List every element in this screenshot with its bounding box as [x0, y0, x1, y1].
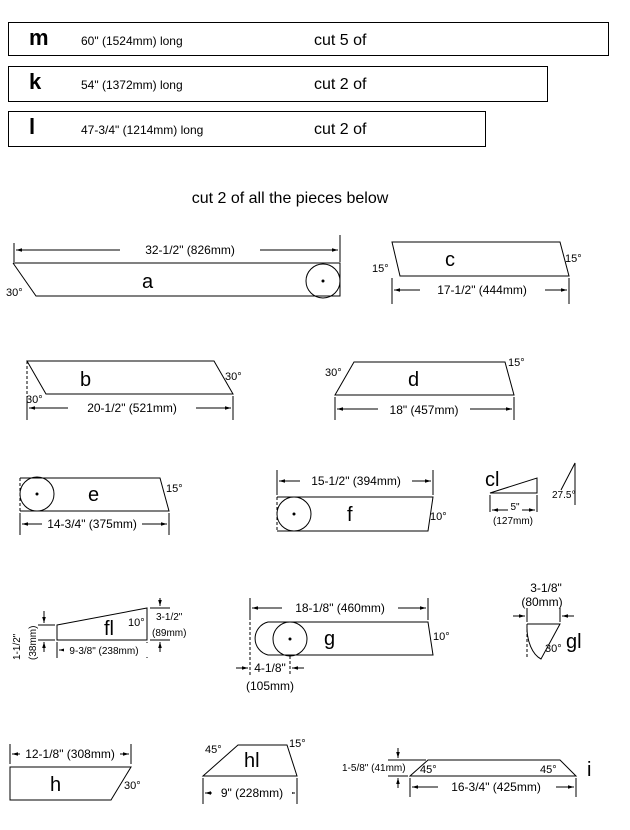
piece-fl-height-left-in: 1-1/2" [12, 633, 23, 660]
piece-f-angle: 10° [430, 511, 447, 523]
piece-c [372, 242, 582, 304]
piece-b-length: 20-1/2" (521mm) [87, 401, 177, 415]
piece-b-label: b [80, 369, 92, 391]
board-letter: k [29, 69, 42, 94]
piece-gl-width-mm: (80mm) [521, 595, 563, 609]
piece-a [6, 235, 340, 299]
piece-i-height: 1-5/8" (41mm) [342, 763, 406, 774]
piece-hl-angle-left: 45° [205, 744, 222, 756]
piece-i-label: i [587, 759, 592, 781]
piece-d-angle-left: 30° [325, 367, 342, 379]
piece-h [10, 744, 141, 800]
piece-fl-angle: 10° [128, 617, 145, 629]
piece-e [20, 477, 183, 535]
piece-fl [12, 598, 186, 660]
piece-a-angle: 30° [6, 287, 23, 299]
piece-f-length: 15-1/2" (394mm) [311, 474, 401, 488]
piece-hl-angle-right: 15° [289, 738, 306, 750]
board-letter: m [29, 25, 49, 50]
piece-fl-label: fl [104, 618, 114, 640]
piece-g-offset-mm: (105mm) [245, 679, 295, 693]
piece-fl-height-right-mm: (89mm) [152, 628, 187, 639]
board-letter: l [29, 114, 36, 139]
piece-e-angle: 15° [166, 483, 183, 495]
board-cut-count: cut 2 of [314, 121, 367, 138]
piece-cl-length-in: 5" [510, 502, 520, 513]
piece-cl [485, 463, 575, 527]
piece-gl-width-in: 3-1/8" [530, 581, 562, 595]
piece-fl-length: 9-3/8" (238mm) [69, 646, 139, 657]
piece-gl [513, 581, 582, 659]
piece-gl-angle: 30° [545, 643, 562, 655]
piece-fl-height-left-mm: (38mm) [28, 625, 39, 660]
piece-i-length: 16-3/4" (425mm) [451, 780, 541, 794]
piece-b-angle-left: 30° [26, 394, 43, 406]
piece-g-length: 18-1/8" (460mm) [295, 601, 385, 615]
piece-f [277, 470, 447, 531]
piece-i-angle-right: 45° [540, 764, 557, 776]
piece-hl-length: 9" (228mm) [220, 786, 284, 800]
piece-g-offset-in: 4-1/8" [254, 661, 286, 675]
piece-d-angle-right: 15° [508, 357, 525, 369]
piece-cl-length-mm: (127mm) [492, 516, 534, 527]
board-length: 47-3/4" (1214mm) long [81, 123, 204, 137]
piece-f-label: f [347, 504, 353, 526]
piece-i-angle-left: 45° [420, 764, 437, 776]
piece-e-label: e [88, 484, 100, 506]
piece-a-length: 32-1/2" (826mm) [145, 243, 235, 257]
piece-g-angle: 10° [433, 631, 450, 643]
piece-d [325, 357, 525, 420]
piece-b-angle-right: 30° [225, 371, 242, 383]
piece-h-angle: 30° [124, 780, 141, 792]
piece-d-length: 18" (457mm) [389, 403, 459, 417]
piece-fl-height-right-in: 3-1/2" [156, 612, 183, 623]
piece-a-label: a [142, 271, 154, 293]
heading: cut 2 of all the pieces below [191, 190, 389, 207]
piece-e-length: 14-3/4" (375mm) [47, 517, 137, 531]
board-cut-count: cut 2 of [314, 76, 367, 93]
piece-hl [203, 738, 306, 804]
piece-c-angle-left: 15° [372, 263, 389, 275]
piece-gl-label: gl [566, 631, 582, 653]
piece-hl-label: hl [244, 750, 260, 772]
board-length: 60" (1524mm) long [81, 34, 183, 48]
piece-c-label: c [445, 249, 455, 271]
board-length: 54" (1372mm) long [81, 78, 183, 92]
piece-d-label: d [408, 369, 420, 391]
piece-h-length: 12-1/8" (308mm) [25, 747, 115, 761]
piece-b [26, 361, 242, 420]
piece-i [342, 748, 591, 797]
piece-c-length: 17-1/2" (444mm) [437, 283, 527, 297]
piece-g-label: g [324, 628, 336, 650]
piece-h-label: h [50, 774, 62, 796]
piece-g [236, 598, 450, 693]
piece-cl-label: cl [485, 469, 500, 491]
board-cut-count: cut 5 of [314, 32, 367, 49]
piece-cl-angle: 27.5° [552, 490, 576, 501]
piece-c-angle-right: 15° [565, 253, 582, 265]
